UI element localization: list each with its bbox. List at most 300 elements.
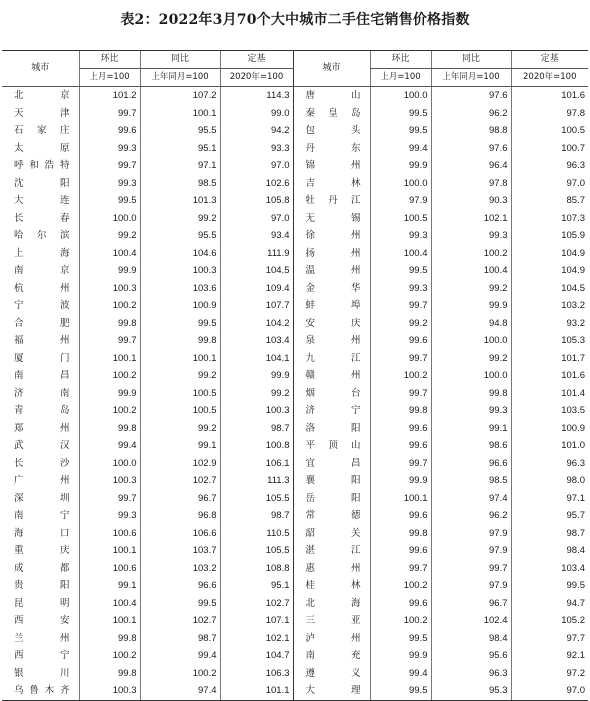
fixed-base-value: 102.1 (220, 630, 293, 648)
mom-value: 99.7 (370, 560, 431, 578)
city-name: 徐 州 (293, 227, 370, 245)
city-name: 三 亚 (293, 612, 370, 630)
city-name: 烟 台 (293, 385, 370, 403)
mom-value: 100.1 (79, 612, 140, 630)
yoy-value: 95.6 (431, 647, 511, 665)
mom-value: 97.9 (370, 192, 431, 210)
price-index-table (2, 50, 588, 701)
fixed-base-value: 105.8 (220, 192, 293, 210)
city-name: 南 充 (293, 647, 370, 665)
yoy-value: 99.1 (140, 437, 220, 455)
mom-value: 99.6 (370, 420, 431, 438)
fixed-base-value: 103.2 (511, 297, 588, 315)
yoy-value: 100.2 (140, 665, 220, 683)
yoy-value: 96.2 (431, 105, 511, 123)
city-name: 郑 州 (14, 422, 70, 434)
header-yoy-base: 上年同月=100 (431, 69, 511, 87)
yoy-value: 100.2 (431, 245, 511, 263)
mom-value: 100.0 (79, 210, 140, 228)
city-name: 厦 门 (14, 352, 70, 364)
city-name: 深 圳 (14, 492, 70, 504)
mom-value: 100.3 (79, 280, 140, 298)
city-name: 锦 州 (293, 157, 370, 175)
fixed-base-value: 100.3 (220, 402, 293, 420)
table-row (2, 87, 588, 105)
mom-value: 99.9 (370, 157, 431, 175)
yoy-value: 96.4 (431, 157, 511, 175)
mom-value: 100.6 (79, 560, 140, 578)
table-title: 表2：2022年3月70个大中城市二手住宅销售价格指数 (120, 12, 470, 28)
city-name: 北 海 (293, 595, 370, 613)
mom-value: 99.2 (370, 315, 431, 333)
yoy-value: 100.3 (140, 262, 220, 280)
yoy-value: 97.4 (140, 682, 220, 700)
fixed-base-value: 101.6 (511, 87, 588, 105)
table-row (2, 245, 588, 263)
table-row (2, 665, 588, 683)
table-row (2, 595, 588, 613)
table-row (2, 315, 588, 333)
table-row (2, 332, 588, 350)
table-row (2, 402, 588, 420)
table-row (2, 175, 588, 193)
city-name: 哈尔滨 (14, 230, 70, 241)
yoy-value: 97.4 (431, 490, 511, 508)
yoy-value: 94.8 (431, 315, 511, 333)
table-row (2, 210, 588, 228)
mom-value: 100.1 (370, 490, 431, 508)
table-row (2, 122, 588, 140)
table-row (2, 192, 588, 210)
fixed-base-value: 96.3 (511, 157, 588, 175)
mom-value: 100.2 (79, 647, 140, 665)
city-name: 宜 昌 (293, 455, 370, 473)
table-row (2, 105, 588, 123)
city-name: 湛 江 (293, 542, 370, 560)
mom-value: 100.2 (79, 367, 140, 385)
mom-value: 100.1 (79, 542, 140, 560)
city-name: 杭 州 (14, 282, 70, 294)
table-row (2, 280, 588, 298)
header-fixed-base: 2020年=100 (220, 69, 293, 87)
yoy-value: 96.6 (431, 455, 511, 473)
header-fixed-base: 2020年=100 (511, 69, 588, 87)
header-yoy-base: 上年同月=100 (140, 69, 220, 87)
city-name: 南 宁 (14, 510, 70, 521)
city-name: 九 江 (293, 350, 370, 368)
table-row (2, 577, 588, 595)
fixed-base-value: 104.1 (220, 350, 293, 368)
fixed-base-value: 99.9 (220, 367, 293, 385)
mom-value: 99.8 (79, 630, 140, 648)
yoy-value: 100.5 (140, 385, 220, 403)
mom-value: 99.8 (370, 525, 431, 543)
fixed-base-value: 111.9 (220, 245, 293, 263)
city-name: 遵 义 (293, 665, 370, 683)
yoy-value: 100.1 (140, 105, 220, 123)
table-body (2, 87, 588, 701)
city-name: 昆 明 (14, 597, 70, 609)
city-name: 北 京 (14, 90, 70, 101)
fixed-base-value: 100.9 (511, 420, 588, 438)
fixed-base-value: 103.4 (220, 332, 293, 350)
mom-value: 100.2 (370, 367, 431, 385)
city-name: 金 华 (293, 280, 370, 298)
yoy-value: 99.2 (431, 280, 511, 298)
header-mom: 环比 (370, 51, 431, 69)
city-name: 温 州 (293, 262, 370, 280)
header-yoy: 同比 (140, 51, 220, 69)
fixed-base-value: 107.7 (220, 297, 293, 315)
fixed-base-value: 104.7 (220, 647, 293, 665)
fixed-base-value: 103.5 (511, 402, 588, 420)
city-name: 济 宁 (293, 402, 370, 420)
table-row (2, 682, 588, 700)
city-name: 蚌 埠 (293, 297, 370, 315)
fixed-base-value: 101.6 (511, 367, 588, 385)
fixed-base-value: 104.5 (220, 262, 293, 280)
fixed-base-value: 97.0 (511, 175, 588, 193)
yoy-value: 95.5 (140, 227, 220, 245)
yoy-value: 99.3 (431, 227, 511, 245)
fixed-base-value: 98.4 (511, 542, 588, 560)
yoy-value: 96.6 (140, 577, 220, 595)
city-name: 合 肥 (14, 317, 70, 329)
fixed-base-value: 102.7 (220, 595, 293, 613)
city-name: 大 连 (14, 195, 70, 206)
yoy-value: 97.9 (431, 525, 511, 543)
yoy-value: 99.8 (140, 332, 220, 350)
table-row (2, 297, 588, 315)
mom-value: 99.5 (79, 192, 140, 210)
yoy-value: 98.4 (431, 630, 511, 648)
yoy-value: 99.3 (431, 402, 511, 420)
table-row (2, 157, 588, 175)
table-row (2, 630, 588, 648)
yoy-value: 96.8 (140, 507, 220, 525)
mom-value: 100.5 (370, 210, 431, 228)
city-name: 扬 州 (293, 245, 370, 263)
city-name: 太 原 (14, 142, 70, 154)
city-name: 兰 州 (14, 632, 70, 644)
city-name: 沈 阳 (14, 177, 70, 189)
fixed-base-value: 105.5 (220, 490, 293, 508)
mom-value: 99.7 (79, 490, 140, 508)
fixed-base-value: 105.2 (511, 612, 588, 630)
mom-value: 100.4 (79, 245, 140, 263)
yoy-value: 98.8 (431, 122, 511, 140)
fixed-base-value: 102.6 (220, 175, 293, 193)
yoy-value: 107.2 (140, 87, 220, 105)
city-name: 南 昌 (14, 370, 70, 381)
yoy-value: 99.9 (431, 297, 511, 315)
table-row (2, 367, 588, 385)
city-name: 包 头 (293, 122, 370, 140)
city-name: 福 州 (14, 335, 70, 346)
mom-value: 99.4 (370, 140, 431, 158)
city-name: 泉 州 (293, 332, 370, 350)
mom-value: 99.9 (79, 262, 140, 280)
mom-value: 99.3 (370, 280, 431, 298)
fixed-base-value: 96.3 (511, 455, 588, 473)
mom-value: 99.1 (79, 577, 140, 595)
yoy-value: 102.7 (140, 612, 220, 630)
fixed-base-value: 107.1 (220, 612, 293, 630)
table-row (2, 385, 588, 403)
yoy-value: 99.2 (431, 350, 511, 368)
yoy-value: 99.2 (140, 420, 220, 438)
table-row (2, 647, 588, 665)
yoy-value: 97.6 (431, 140, 511, 158)
fixed-base-value: 93.2 (511, 315, 588, 333)
header-yoy: 同比 (431, 51, 511, 69)
fixed-base-value: 95.7 (511, 507, 588, 525)
fixed-base-value: 104.9 (511, 262, 588, 280)
city-name: 呼和浩特 (14, 160, 70, 171)
table-row (2, 227, 588, 245)
table-row (2, 542, 588, 560)
fixed-base-value: 97.0 (511, 682, 588, 700)
header-city: 城市 (293, 51, 370, 87)
city-name: 吉 林 (293, 175, 370, 193)
yoy-value: 97.1 (140, 157, 220, 175)
mom-value: 100.0 (370, 175, 431, 193)
mom-value: 99.7 (370, 455, 431, 473)
mom-value: 99.9 (370, 647, 431, 665)
mom-value: 99.7 (79, 332, 140, 350)
header-fixed: 定基 (511, 51, 588, 69)
fixed-base-value: 97.2 (511, 665, 588, 683)
city-name: 成 都 (14, 562, 70, 574)
yoy-value: 99.5 (140, 315, 220, 333)
fixed-base-value: 99.0 (220, 105, 293, 123)
yoy-value: 99.5 (140, 595, 220, 613)
city-name: 平顶山 (293, 437, 370, 455)
yoy-value: 98.7 (140, 630, 220, 648)
table-row (2, 525, 588, 543)
mom-value: 100.4 (370, 245, 431, 263)
city-name: 桂 林 (293, 577, 370, 595)
city-name: 泸 州 (293, 630, 370, 648)
yoy-value: 100.1 (140, 350, 220, 368)
mom-value: 99.7 (79, 105, 140, 123)
fixed-base-value: 85.7 (511, 192, 588, 210)
fixed-base-value: 105.9 (511, 227, 588, 245)
fixed-base-value: 98.0 (511, 472, 588, 490)
fixed-base-value: 101.7 (511, 350, 588, 368)
table-row (2, 262, 588, 280)
fixed-base-value: 93.4 (220, 227, 293, 245)
fixed-base-value: 107.3 (511, 210, 588, 228)
mom-value: 99.5 (370, 682, 431, 700)
city-name: 岳 阳 (293, 490, 370, 508)
city-name: 洛 阳 (293, 420, 370, 438)
fixed-base-value: 97.0 (220, 157, 293, 175)
fixed-base-value: 114.3 (220, 87, 293, 105)
city-name: 安 庆 (293, 315, 370, 333)
fixed-base-value: 93.3 (220, 140, 293, 158)
yoy-value: 99.8 (431, 385, 511, 403)
yoy-value: 102.1 (431, 210, 511, 228)
mom-value: 100.2 (370, 577, 431, 595)
city-name: 海 口 (14, 527, 70, 539)
mom-value: 100.0 (370, 87, 431, 105)
fixed-base-value: 109.4 (220, 280, 293, 298)
city-name: 广 州 (14, 475, 70, 486)
city-name: 南 京 (14, 265, 70, 276)
table-row (2, 560, 588, 578)
fixed-base-value: 98.7 (220, 420, 293, 438)
yoy-value: 95.3 (431, 682, 511, 700)
table-row (2, 420, 588, 438)
yoy-value: 103.7 (140, 542, 220, 560)
mom-value: 99.9 (370, 472, 431, 490)
fixed-base-value: 95.1 (220, 577, 293, 595)
city-name: 西 安 (14, 615, 70, 626)
table-row (2, 455, 588, 473)
mom-value: 99.9 (79, 385, 140, 403)
fixed-base-value: 100.8 (220, 437, 293, 455)
mom-value: 99.5 (370, 122, 431, 140)
table-row (2, 437, 588, 455)
fixed-base-value: 99.2 (220, 385, 293, 403)
city-name: 贵 阳 (14, 580, 70, 591)
fixed-base-value: 101.0 (511, 437, 588, 455)
table-row (2, 612, 588, 630)
fixed-base-value: 106.1 (220, 455, 293, 473)
mom-value: 99.6 (370, 595, 431, 613)
yoy-value: 101.3 (140, 192, 220, 210)
yoy-value: 100.0 (431, 332, 511, 350)
mom-value: 99.8 (370, 402, 431, 420)
fixed-base-value: 100.7 (511, 140, 588, 158)
yoy-value: 99.2 (140, 367, 220, 385)
fixed-base-value: 106.3 (220, 665, 293, 683)
city-name: 韶 关 (293, 525, 370, 543)
fixed-base-value: 108.8 (220, 560, 293, 578)
mom-value: 100.2 (79, 402, 140, 420)
yoy-value: 97.6 (431, 87, 511, 105)
city-name: 丹 东 (293, 140, 370, 158)
mom-value: 100.6 (79, 525, 140, 543)
city-name: 西 宁 (14, 650, 70, 661)
mom-value: 99.3 (79, 175, 140, 193)
yoy-value: 100.5 (140, 402, 220, 420)
fixed-base-value: 100.5 (511, 122, 588, 140)
city-name: 惠 州 (293, 560, 370, 578)
mom-value: 100.4 (79, 595, 140, 613)
city-name: 青 岛 (14, 405, 70, 416)
mom-value: 100.3 (79, 682, 140, 700)
mom-value: 99.6 (370, 437, 431, 455)
fixed-base-value: 94.7 (511, 595, 588, 613)
yoy-value: 102.9 (140, 455, 220, 473)
mom-value: 99.8 (79, 315, 140, 333)
city-name: 天 津 (14, 107, 70, 119)
city-name: 武 汉 (14, 440, 70, 451)
mom-value: 100.3 (79, 472, 140, 490)
fixed-base-value: 97.1 (511, 490, 588, 508)
fixed-base-value: 111.3 (220, 472, 293, 490)
yoy-value: 106.6 (140, 525, 220, 543)
mom-value: 99.5 (370, 630, 431, 648)
mom-value: 99.4 (370, 665, 431, 683)
city-name: 大 理 (293, 682, 370, 700)
fixed-base-value: 105.5 (220, 542, 293, 560)
city-name: 济 南 (14, 387, 70, 399)
fixed-base-value: 98.7 (220, 507, 293, 525)
fixed-base-value: 104.9 (511, 245, 588, 263)
city-name: 石家庄 (14, 125, 70, 136)
mom-value: 99.3 (370, 227, 431, 245)
fixed-base-value: 92.1 (511, 647, 588, 665)
city-name: 唐 山 (293, 87, 370, 105)
city-name: 乌鲁木齐 (2, 682, 79, 700)
fixed-base-value: 97.8 (511, 105, 588, 123)
yoy-value: 98.5 (431, 472, 511, 490)
mom-value: 99.3 (79, 140, 140, 158)
table-row (2, 140, 588, 158)
fixed-base-value: 105.3 (511, 332, 588, 350)
mom-value: 99.2 (79, 227, 140, 245)
yoy-value: 96.2 (431, 507, 511, 525)
yoy-value: 99.4 (140, 647, 220, 665)
yoy-value: 100.0 (431, 367, 511, 385)
fixed-base-value: 104.2 (220, 315, 293, 333)
mom-value: 100.2 (370, 612, 431, 630)
yoy-value: 98.6 (431, 437, 511, 455)
fixed-base-value: 101.1 (220, 682, 293, 700)
fixed-base-value: 103.4 (511, 560, 588, 578)
yoy-value: 103.6 (140, 280, 220, 298)
yoy-value: 97.9 (431, 542, 511, 560)
mom-value: 99.4 (79, 437, 140, 455)
mom-value: 99.8 (79, 665, 140, 683)
yoy-value: 104.6 (140, 245, 220, 263)
header-city: 城市 (2, 51, 79, 87)
city-name: 无 锡 (293, 210, 370, 228)
fixed-base-value: 98.7 (511, 525, 588, 543)
mom-value: 101.2 (79, 87, 140, 105)
fixed-base-value: 99.5 (511, 577, 588, 595)
yoy-value: 97.8 (431, 175, 511, 193)
mom-value: 99.7 (370, 297, 431, 315)
mom-value: 100.2 (79, 297, 140, 315)
mom-value: 100.1 (79, 350, 140, 368)
yoy-value: 95.1 (140, 140, 220, 158)
yoy-value: 98.5 (140, 175, 220, 193)
city-name: 赣 州 (293, 367, 370, 385)
yoy-value: 102.7 (140, 472, 220, 490)
yoy-value: 95.5 (140, 122, 220, 140)
fixed-base-value: 110.5 (220, 525, 293, 543)
mom-value: 99.6 (370, 332, 431, 350)
mom-value: 99.6 (370, 507, 431, 525)
mom-value: 100.0 (79, 455, 140, 473)
table-row (2, 507, 588, 525)
yoy-value: 97.9 (431, 577, 511, 595)
fixed-base-value: 104.5 (511, 280, 588, 298)
fixed-base-value: 97.0 (220, 210, 293, 228)
yoy-value: 90.3 (431, 192, 511, 210)
mom-value: 99.5 (370, 105, 431, 123)
city-name: 襄 阳 (293, 472, 370, 490)
fixed-base-value: 97.7 (511, 630, 588, 648)
yoy-value: 99.7 (431, 560, 511, 578)
city-name: 银 川 (14, 667, 70, 679)
table-row (2, 350, 588, 368)
yoy-value: 96.7 (431, 595, 511, 613)
